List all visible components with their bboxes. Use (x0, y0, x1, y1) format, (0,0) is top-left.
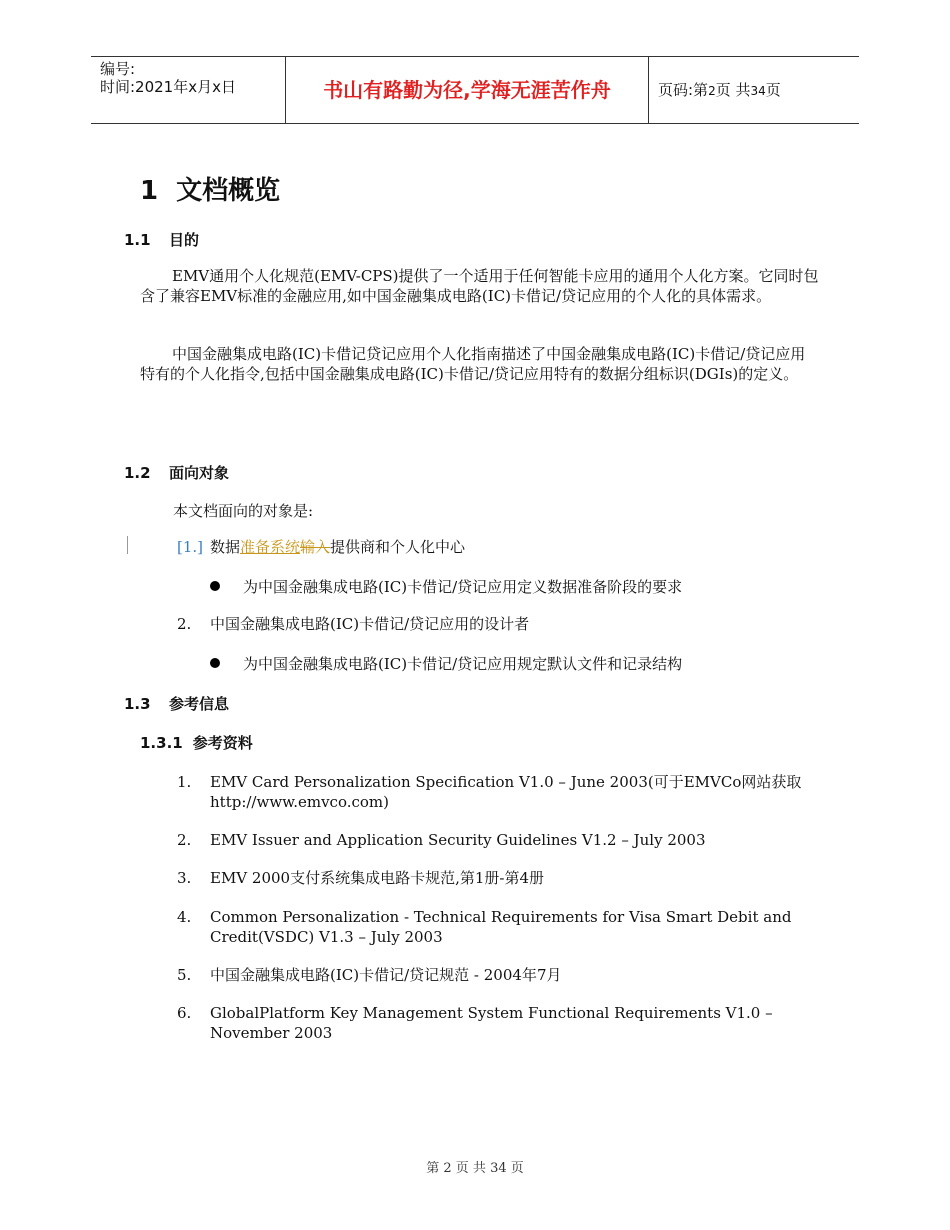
section-number: 1.1 (124, 231, 151, 249)
section-heading-1-3-1 (140, 732, 253, 753)
reference-item (177, 965, 817, 985)
audience-item-1 (177, 537, 465, 557)
section-heading-1-2 (124, 462, 229, 483)
footer-page: 2 (443, 1161, 452, 1176)
bullet-text: 为中国金融集成电路(IC)卡借记/贷记应用定义数据准备阶段的要求 (243, 578, 683, 596)
reference-text: Common Personalization - Technical Requirements for Visa Smart Debit and Credit(VSDC) V1.3 – July 2003 (210, 908, 792, 946)
reference-text: EMV Issuer and Application Security Guidelines V1.2 – July 2003 (210, 831, 706, 849)
header-meta (91, 57, 286, 123)
bullet-dot (210, 581, 220, 591)
page-total: 34 (750, 84, 766, 98)
footer-suffix: 页 (510, 1161, 524, 1176)
section-title: 文档概览 (176, 176, 281, 206)
bullet-text: 为中国金融集成电路(IC)卡借记/贷记应用规定默认文件和记录结构 (243, 655, 683, 673)
section-number: 1 (140, 176, 159, 206)
deleted-text: 输入 (300, 538, 331, 556)
list-number: 2. (177, 831, 192, 849)
reference-item (177, 868, 817, 888)
section-title: 参考信息 (169, 695, 230, 713)
page-header (91, 56, 859, 124)
audience-intro: 本文档面向的对象是: (173, 502, 314, 520)
list-number: 2. (177, 615, 192, 633)
page-mid: 页 共 (715, 81, 751, 99)
section-title: 目的 (169, 231, 200, 249)
item-text-post: 提供商和个人化中心 (330, 538, 466, 556)
page-number: 2 (708, 84, 716, 98)
purpose-paragraph-2: 中国金融集成电路(IC)卡借记贷记应用个人化指南描述了中国金融集成电路(IC)卡借记/贷记应用特有的个人化指令,包括中国金融集成电路(IC)卡借记/贷记应用特有的数据分组标识(DGIs)的定义。 (140, 345, 806, 383)
reference-item (177, 830, 817, 850)
page-suffix: 页 (765, 81, 781, 99)
reference-text: EMV 2000支付系统集成电路卡规范,第1册-第4册 (210, 869, 545, 887)
footer-prefix: 第 (426, 1161, 440, 1176)
page-prefix: 页码:第 (658, 81, 709, 99)
reference-text: 中国金融集成电路(IC)卡借记/贷记规范 - 2004年7月 (210, 966, 562, 984)
section-heading-1-1 (124, 229, 199, 250)
revision-bar (127, 536, 128, 554)
section-title: 面向对象 (169, 464, 230, 482)
item-text: 中国金融集成电路(IC)卡借记/贷记应用的设计者 (210, 615, 530, 633)
reference-item (177, 907, 817, 947)
audience-item-1-bullet (210, 576, 682, 597)
footer-total: 34 (490, 1161, 507, 1176)
audience-item-2 (177, 614, 529, 634)
section-number: 1.3 (124, 695, 151, 713)
section-heading-1-3 (124, 693, 229, 714)
audience-item-2-bullet (210, 653, 682, 674)
item-text-pre: 数据 (210, 538, 241, 556)
page-footer (0, 1157, 950, 1176)
footer-mid: 页 共 (455, 1161, 486, 1176)
section-title: 参考资料 (192, 734, 253, 752)
list-number: 6. (177, 1004, 192, 1022)
inserted-text: 准备系统 (240, 538, 301, 556)
reference-item (177, 1003, 817, 1043)
list-number: 5. (177, 966, 192, 984)
bullet-dot (210, 658, 220, 668)
reference-item (177, 772, 817, 812)
section-heading-1 (140, 170, 280, 207)
doc-code-label: 编号: (100, 60, 136, 78)
section-number: 1.3.1 (140, 734, 183, 752)
header-motto: 书山有路勤为径,学海无涯苦作舟 (286, 57, 649, 123)
list-number: 4. (177, 908, 192, 926)
reference-text: GlobalPlatform Key Management System Functional Requirements V1.0 – November 2003 (210, 1004, 773, 1042)
list-number: 3. (177, 869, 192, 887)
purpose-paragraph-1: EMV通用个人化规范(EMV-CPS)提供了一个适用于任何智能卡应用的通用个人化方案。它同时包含了兼容EMV标准的金融应用,如中国金融集成电路(IC)卡借记/贷记应用的个人化的具体需求。 (140, 267, 819, 305)
doc-time-label: 时间:2021年x月x日 (100, 78, 236, 96)
header-page-info (649, 57, 859, 123)
list-number: 1. (177, 773, 192, 791)
list-number: [1.] (177, 538, 204, 556)
reference-text: EMV Card Personalization Specification V1.0 – June 2003(可于EMVCo网站获取http://www.emvco.com) (210, 773, 802, 811)
section-number: 1.2 (124, 464, 151, 482)
